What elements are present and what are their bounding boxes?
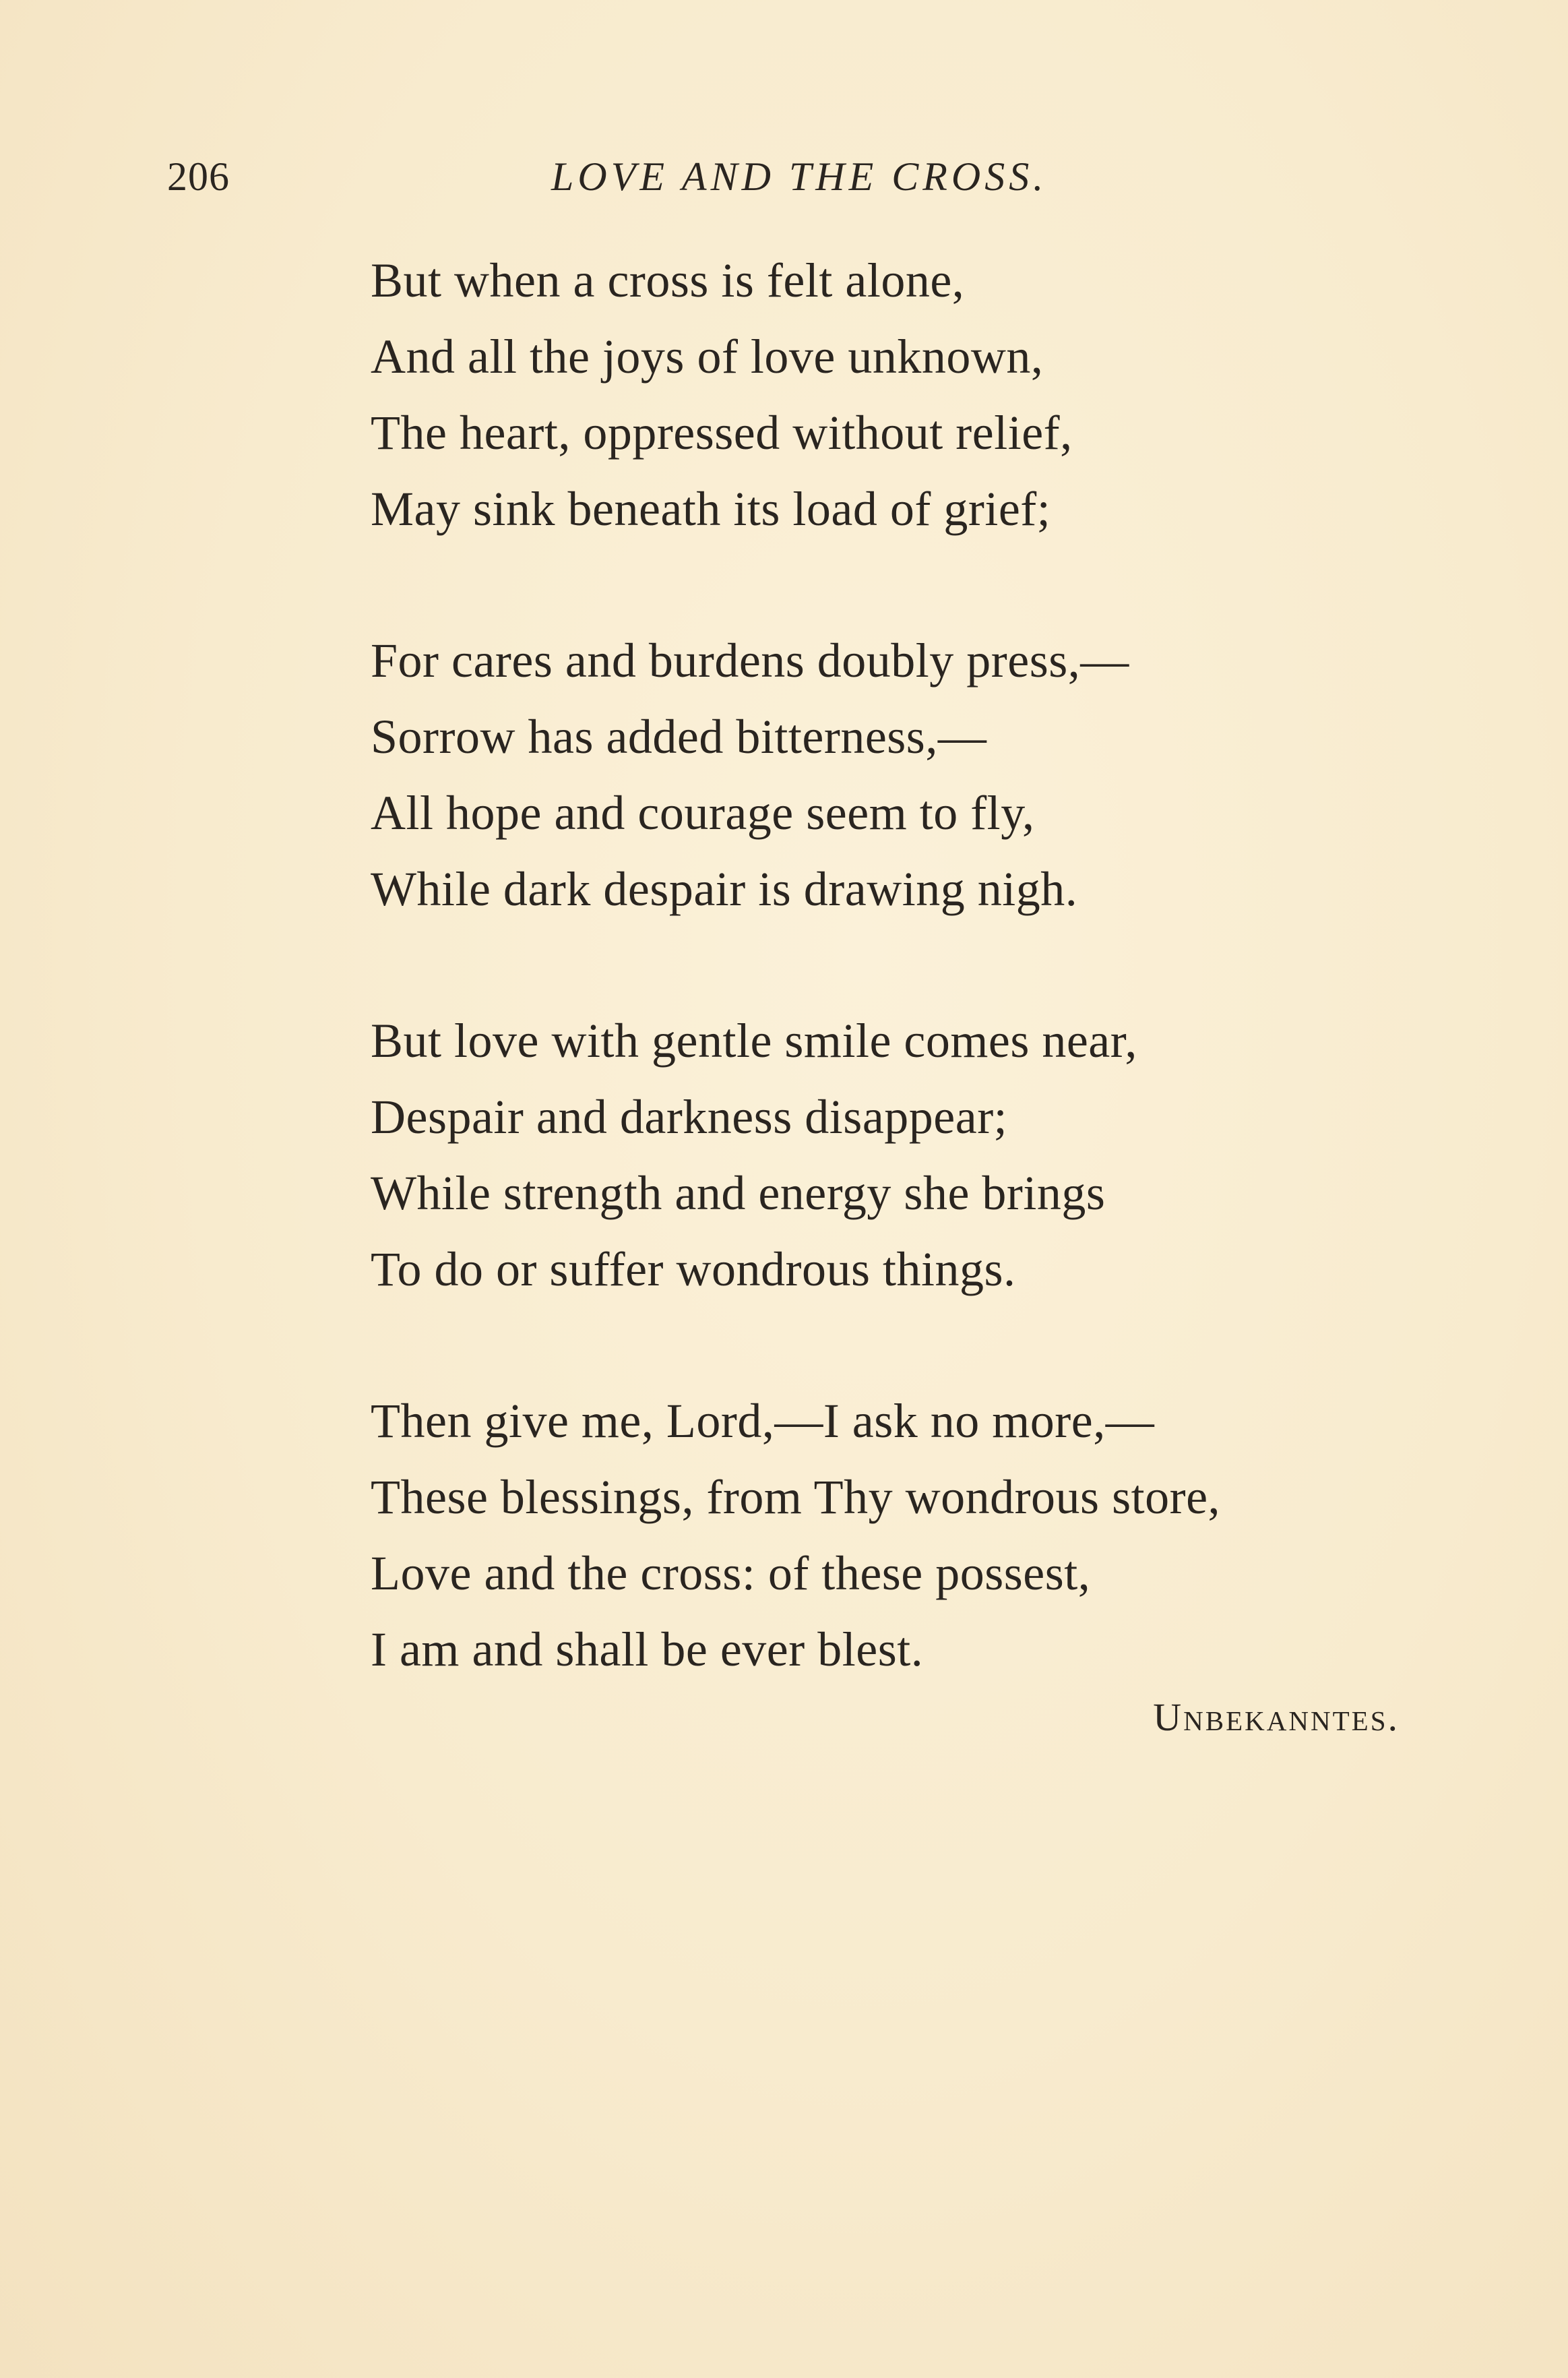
poem-line: And all the joys of love unknown,	[371, 330, 1044, 384]
running-title: LOVE AND THE CROSS.	[551, 154, 1048, 199]
poem-line: Sorrow has added bitterness,—	[371, 710, 987, 764]
poem-line: While strength and energy she brings	[371, 1166, 1106, 1220]
poem-line: May sink beneath its load of grief;	[371, 482, 1051, 536]
poem-attribution: Unbekanntes.	[1153, 1695, 1400, 1739]
poem-line: Then give me, Lord,—I ask no more,—	[371, 1394, 1155, 1448]
poem-line: While dark despair is drawing nigh.	[371, 862, 1078, 916]
poem-line: For cares and burdens doubly press,—	[371, 634, 1129, 688]
poem-line: But when a cross is felt alone,	[371, 253, 965, 307]
stanza-1	[371, 243, 1516, 547]
poem-line: To do or suffer wondrous things.	[371, 1242, 1016, 1296]
poem-line: Love and the cross: of these possest,	[371, 1546, 1091, 1600]
page-header	[167, 150, 1178, 204]
stanza-3	[371, 1003, 1516, 1308]
poem-line: All hope and courage seem to fly,	[371, 786, 1035, 840]
stanza-4	[371, 1383, 1516, 1688]
poem-line: I am and shall be ever blest.	[371, 1622, 924, 1676]
poem-line: Despair and darkness disappear;	[371, 1090, 1008, 1144]
poem	[371, 243, 1516, 1688]
stanza-2	[371, 623, 1516, 927]
poem-line: The heart, oppressed without relief,	[371, 406, 1073, 460]
poem-line: But love with gentle smile comes near,	[371, 1014, 1137, 1068]
page-number: 206	[167, 154, 230, 199]
poem-line: These blessings, from Thy wondrous store,	[371, 1470, 1221, 1524]
